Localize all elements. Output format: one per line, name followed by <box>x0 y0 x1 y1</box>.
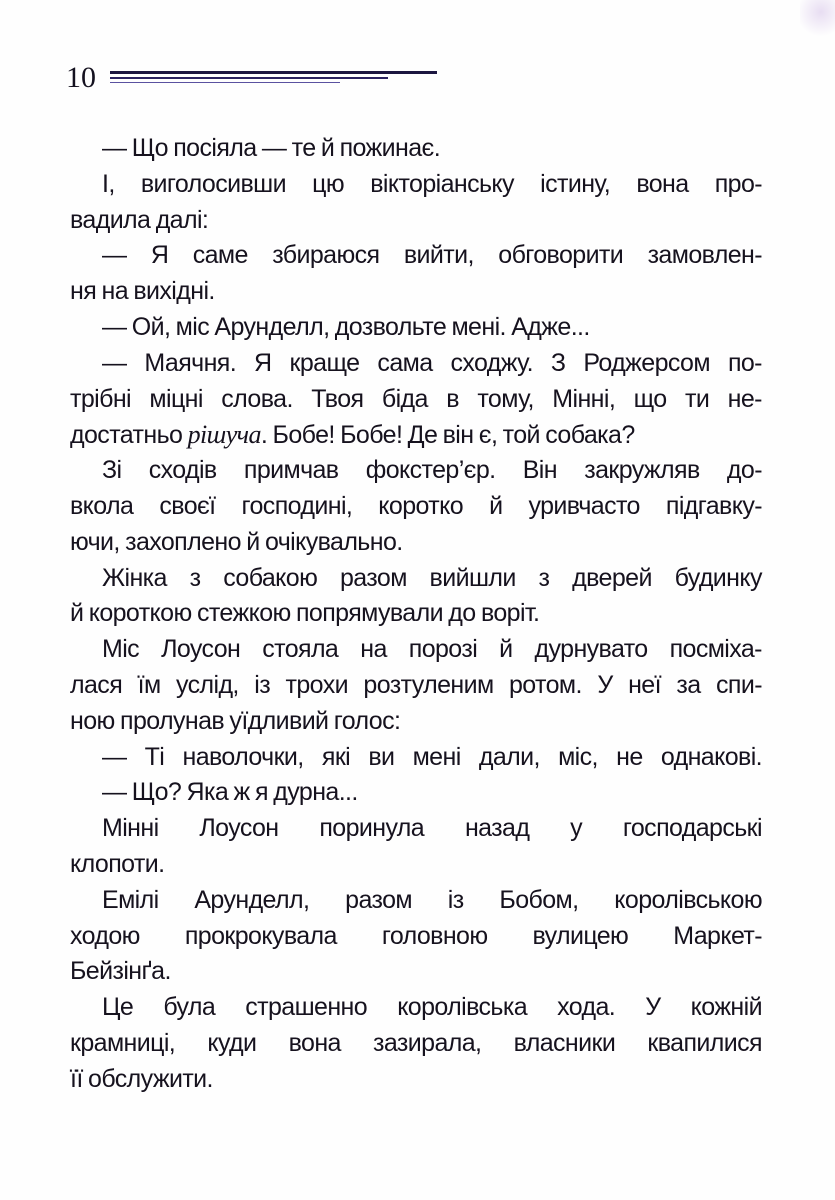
word: Бобом, <box>499 885 579 914</box>
word: дверей <box>572 563 652 592</box>
word: разом <box>345 885 412 914</box>
word: дурнувато <box>534 635 648 664</box>
word: ти <box>685 384 710 413</box>
text-segment: ною пролунав уїдливий голос: <box>70 706 401 735</box>
word: вийшли <box>429 563 516 592</box>
text-segment: — Що посіяла — те й пожинає. <box>102 134 441 162</box>
word: Мінні <box>102 814 159 843</box>
text-line <box>70 525 762 561</box>
word: саме <box>192 241 248 270</box>
word: собакою <box>223 563 318 592</box>
word: коротко <box>378 491 464 520</box>
word: У <box>645 993 661 1022</box>
text-line <box>70 346 762 382</box>
text-line <box>70 1062 762 1098</box>
word: Мінні, <box>552 384 616 413</box>
word: будинку <box>674 563 762 592</box>
text-line <box>70 417 762 453</box>
word: разом <box>339 563 407 592</box>
word: — <box>102 742 127 771</box>
word: про- <box>714 169 762 198</box>
word: які <box>321 742 351 771</box>
text-line <box>70 238 762 274</box>
text-line <box>70 883 762 919</box>
word: вона <box>288 1028 341 1057</box>
text-segment: — Що? Яка ж я дурна... <box>102 778 358 807</box>
word: прокрокувала <box>184 921 337 950</box>
text-segment: — Ой, міс Арунделл, дозвольте мені. Адже... <box>102 312 590 341</box>
word: тому, <box>477 384 534 413</box>
word: наволочки, <box>182 742 304 771</box>
text-line <box>70 811 762 847</box>
word: їм <box>137 670 161 699</box>
word: по- <box>727 348 762 377</box>
word: закружляв <box>584 456 700 485</box>
word: своєї <box>159 491 216 520</box>
word: порозі <box>408 635 478 664</box>
word: спи- <box>716 670 762 699</box>
word: Лоусон <box>161 635 241 664</box>
word: головною <box>381 921 488 950</box>
text-line <box>70 704 762 740</box>
word: однакові. <box>660 742 762 771</box>
word: Маячня. <box>144 348 237 377</box>
text-line <box>70 453 762 489</box>
page-number: 10 <box>66 61 96 94</box>
word: у <box>570 814 583 843</box>
word: розтуленим <box>363 670 494 699</box>
word: Це <box>102 993 134 1022</box>
text-line <box>70 990 762 1026</box>
word: Маркет- <box>673 921 762 950</box>
word: слова. <box>221 384 293 413</box>
word: міс, <box>558 742 598 771</box>
scan-smudge <box>800 0 835 40</box>
text-segment: Бейзінґа. <box>70 957 171 986</box>
emphasis-text: рішуча <box>187 419 261 449</box>
word: що <box>633 384 667 413</box>
text-segment: ючи, захоплено й очікувально. <box>70 527 403 556</box>
word: вийти, <box>403 241 474 270</box>
word: із <box>447 885 464 914</box>
word: була <box>163 993 216 1022</box>
word: не- <box>727 384 762 413</box>
word: вкола <box>70 491 134 520</box>
text-line <box>70 274 762 310</box>
word: Я <box>150 241 169 270</box>
text-segment: її обслужити. <box>70 1064 213 1093</box>
word: Я <box>254 348 272 377</box>
text-line <box>70 668 762 704</box>
word: зазирала, <box>373 1028 482 1057</box>
word: цю <box>312 169 345 198</box>
word: вулицею <box>532 921 629 950</box>
word: неї <box>628 670 661 699</box>
word: й <box>489 491 503 520</box>
word: з <box>538 563 550 592</box>
word: вікторіанську <box>370 169 514 198</box>
word: в <box>446 384 459 413</box>
word: трохи <box>285 670 348 699</box>
text-line <box>70 740 762 776</box>
word: дали, <box>478 742 540 771</box>
word: — <box>102 348 127 377</box>
word: власники <box>513 1028 616 1057</box>
word: Лоусон <box>199 814 279 843</box>
word: хода. <box>557 993 616 1022</box>
text-line <box>70 310 762 346</box>
text-segment: . Бобе! Бобе! Де він є, той собака? <box>260 420 635 449</box>
word: не <box>616 742 643 771</box>
word: ходою <box>70 921 140 950</box>
word: сама <box>377 348 433 377</box>
word: обговорити <box>498 241 624 270</box>
word: істину, <box>540 169 611 198</box>
word: услід, <box>175 670 239 699</box>
word: поринула <box>319 814 425 843</box>
word: королівською <box>614 885 762 914</box>
word: крамниці, <box>70 1028 176 1057</box>
text-line <box>70 382 762 418</box>
word: господині, <box>241 491 353 520</box>
word: господарські <box>622 814 762 843</box>
body-text <box>70 131 762 1098</box>
text-segment: ня на вихідні. <box>70 277 215 306</box>
word: Твоя <box>311 384 364 413</box>
word: за <box>676 670 701 699</box>
text-line <box>70 489 762 525</box>
text-line <box>70 1026 762 1062</box>
word: на <box>360 635 387 664</box>
word: лася <box>70 670 123 699</box>
text-line <box>70 167 762 203</box>
text-line <box>70 596 762 632</box>
word: королівська <box>397 993 528 1022</box>
word: краще <box>289 348 360 377</box>
header-rule-middle <box>110 77 388 79</box>
word: квапилися <box>647 1028 762 1057</box>
header-rule-bottom <box>110 82 340 83</box>
word: З <box>550 348 566 377</box>
word: Роджерсом <box>583 348 710 377</box>
text-line <box>70 203 762 239</box>
word: Ті <box>144 742 165 771</box>
word: до- <box>726 456 762 485</box>
word: Жінка <box>102 563 167 592</box>
word: замовлен- <box>647 241 762 270</box>
text-segment: й короткою стежкою попрямували до воріт. <box>70 599 540 628</box>
text-line <box>70 131 762 167</box>
word: й <box>499 635 513 664</box>
text-segment: клопоти. <box>70 849 165 878</box>
word: Арунделл, <box>194 885 310 914</box>
text-line <box>70 775 762 811</box>
word: мені <box>412 742 461 771</box>
word: — <box>102 241 127 270</box>
text-line <box>70 561 762 597</box>
word: У <box>597 670 613 699</box>
word: Міс <box>102 635 140 664</box>
word: кожній <box>690 993 762 1022</box>
word: вона <box>636 169 689 198</box>
word: уривчасто <box>528 491 640 520</box>
word: стояла <box>262 635 339 664</box>
text-line <box>70 954 762 990</box>
text-line <box>70 632 762 668</box>
word: посміха- <box>669 635 762 664</box>
word: підгавку- <box>665 491 762 520</box>
word: І, <box>102 169 115 198</box>
word: з <box>189 563 201 592</box>
text-segment: достатньо <box>70 420 188 449</box>
text-segment: вадила далі: <box>70 205 209 234</box>
word: міцні <box>149 384 203 413</box>
word: Він <box>522 456 557 485</box>
word: трібні <box>70 384 131 413</box>
word: ви <box>368 742 395 771</box>
text-line <box>70 847 762 883</box>
word: фокстер’єр. <box>365 456 496 485</box>
word: ротом. <box>509 670 582 699</box>
word: куди <box>207 1028 257 1057</box>
word: сходів <box>148 456 217 485</box>
header-rule-top <box>110 71 437 74</box>
text-line <box>70 919 762 955</box>
word: виголосивши <box>140 169 286 198</box>
page-header <box>66 58 466 98</box>
word: страшенно <box>245 993 368 1022</box>
word: із <box>254 670 271 699</box>
word: Зі <box>102 456 122 485</box>
word: Емілі <box>102 885 159 914</box>
word: назад <box>464 814 530 843</box>
word: сходжу. <box>450 348 533 377</box>
word: примчав <box>243 456 339 485</box>
word: збираюся <box>272 241 380 270</box>
word: біда <box>381 384 428 413</box>
